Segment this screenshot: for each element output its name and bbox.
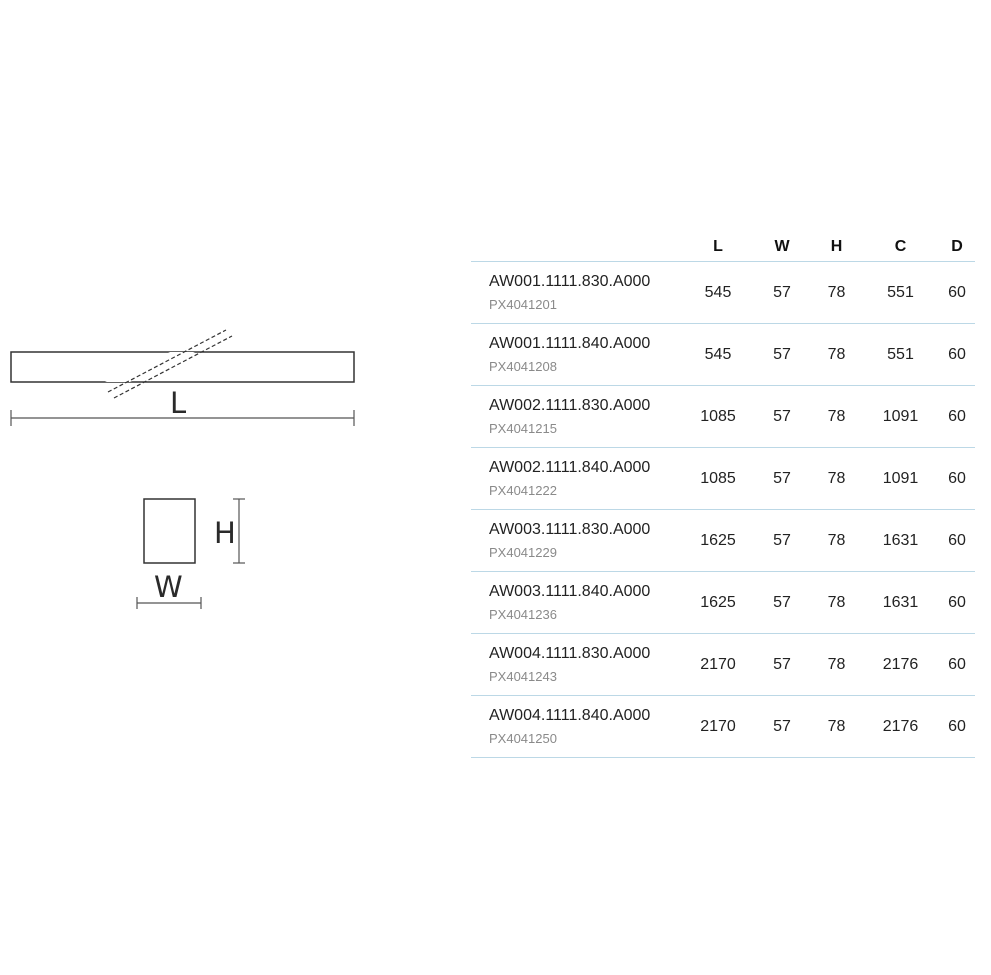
height-cell: 78 xyxy=(811,324,862,386)
product-ref: PX4041229 xyxy=(489,544,557,560)
table-row xyxy=(471,262,975,324)
height-label: H xyxy=(214,516,236,550)
table-row xyxy=(471,696,975,758)
product-cell xyxy=(471,696,683,758)
product-code: AW001.1111.830.A000 xyxy=(489,272,651,290)
height-cell: 78 xyxy=(811,634,862,696)
d-cell: 60 xyxy=(939,510,975,572)
header-height: H xyxy=(830,237,843,255)
width-cell: 57 xyxy=(753,324,811,386)
d-cell: 60 xyxy=(939,324,975,386)
product-code: AW004.1111.840.A000 xyxy=(489,706,651,724)
width-label: W xyxy=(154,570,183,604)
height-cell: 78 xyxy=(811,696,862,758)
product-code: AW001.1111.840.A000 xyxy=(489,334,651,352)
c-cell: 2176 xyxy=(862,634,939,696)
product-ref: PX4041243 xyxy=(489,668,557,684)
length-cell: 1085 xyxy=(683,448,753,510)
product-cell xyxy=(471,324,683,386)
d-cell: 60 xyxy=(939,572,975,634)
c-cell: 1091 xyxy=(862,386,939,448)
length-cell: 545 xyxy=(683,262,753,324)
height-cell: 78 xyxy=(811,262,862,324)
length-cell: 545 xyxy=(683,324,753,386)
c-cell: 551 xyxy=(862,324,939,386)
product-code: AW003.1111.830.A000 xyxy=(489,520,651,538)
d-cell: 60 xyxy=(939,448,975,510)
header-c: C xyxy=(894,237,907,255)
table-row xyxy=(471,572,975,634)
dimensions-table xyxy=(471,232,975,758)
product-cell xyxy=(471,262,683,324)
height-cell: 78 xyxy=(811,448,862,510)
product-cell xyxy=(471,510,683,572)
width-cell: 57 xyxy=(753,262,811,324)
height-cell: 78 xyxy=(811,386,862,448)
width-cell: 57 xyxy=(753,696,811,758)
width-cell: 57 xyxy=(753,572,811,634)
height-cell: 78 xyxy=(811,510,862,572)
table-row xyxy=(471,634,975,696)
c-cell: 2176 xyxy=(862,696,939,758)
length-cell: 1085 xyxy=(683,386,753,448)
width-cell: 57 xyxy=(753,386,811,448)
product-code: AW002.1111.840.A000 xyxy=(489,458,651,476)
d-cell: 60 xyxy=(939,262,975,324)
header-length: L xyxy=(713,237,723,255)
table-row xyxy=(471,510,975,572)
product-cell xyxy=(471,634,683,696)
product-code: AW003.1111.840.A000 xyxy=(489,582,651,600)
c-cell: 551 xyxy=(862,262,939,324)
length-label: L xyxy=(170,386,187,420)
width-cell: 57 xyxy=(753,448,811,510)
product-cell xyxy=(471,448,683,510)
d-cell: 60 xyxy=(939,634,975,696)
length-cell: 1625 xyxy=(683,572,753,634)
c-cell: 1631 xyxy=(862,572,939,634)
product-code: AW004.1111.830.A000 xyxy=(489,644,651,662)
length-cell: 2170 xyxy=(683,634,753,696)
product-code: AW002.1111.830.A000 xyxy=(489,396,651,414)
product-ref: PX4041222 xyxy=(489,482,557,498)
cross-section xyxy=(144,499,195,563)
product-ref: PX4041236 xyxy=(489,606,557,622)
table-row xyxy=(471,448,975,510)
product-cell xyxy=(471,386,683,448)
d-cell: 60 xyxy=(939,696,975,758)
length-cell: 1625 xyxy=(683,510,753,572)
product-ref: PX4041250 xyxy=(489,730,557,746)
product-ref: PX4041201 xyxy=(489,296,557,312)
c-cell: 1631 xyxy=(862,510,939,572)
table-header-row xyxy=(471,232,975,262)
product-cell xyxy=(471,572,683,634)
table-row xyxy=(471,386,975,448)
d-cell: 60 xyxy=(939,386,975,448)
width-cell: 57 xyxy=(753,634,811,696)
header-code xyxy=(471,232,683,262)
c-cell: 1091 xyxy=(862,448,939,510)
header-width: W xyxy=(774,237,790,255)
header-d: D xyxy=(951,237,963,255)
product-ref: PX4041215 xyxy=(489,420,557,436)
width-cell: 57 xyxy=(753,510,811,572)
table-row xyxy=(471,324,975,386)
length-cell: 2170 xyxy=(683,696,753,758)
product-ref: PX4041208 xyxy=(489,358,557,374)
height-cell: 78 xyxy=(811,572,862,634)
